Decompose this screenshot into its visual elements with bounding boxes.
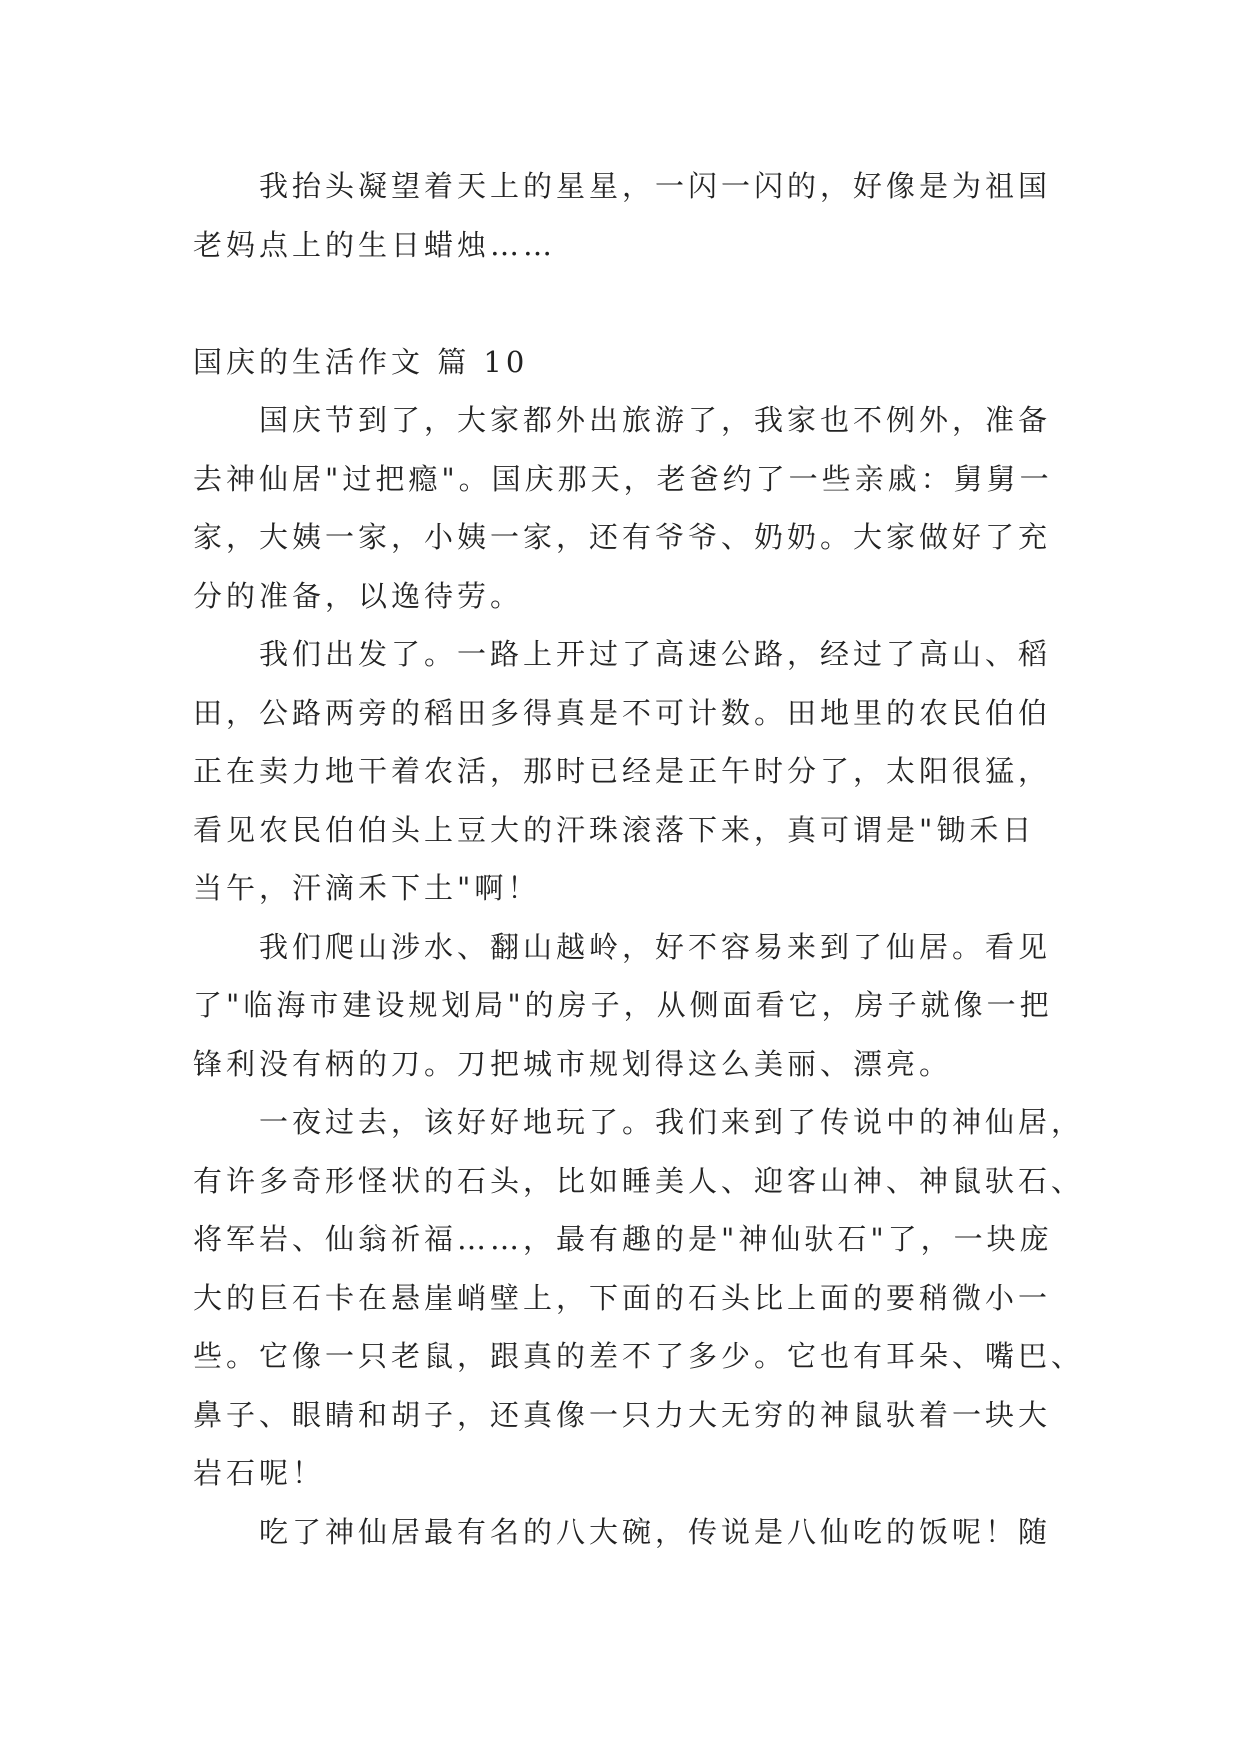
text-line: 当午，汗滴禾下土"啊！	[193, 871, 541, 905]
text-line: 鼻子、眼睛和胡子，还真像一只力大无穷的神鼠驮着一块大	[193, 1397, 1052, 1432]
text-line: 将军岩、仙翁祈福……，最有趣的是"神仙驮石"了，一块庞	[193, 1222, 1053, 1256]
text-line: 锋利没有柄的刀。刀把城市规划得这么美丽、漂亮。	[193, 1046, 953, 1081]
text-line: 看见农民伯伯头上豆大的汗珠滚落下来，真可谓是"锄禾日	[193, 812, 1036, 847]
paragraph-5	[193, 1503, 1153, 1562]
text-line: 家，大姨一家，小姨一家，还有爷爷、奶奶。大家做好了充	[193, 520, 1052, 554]
text-line: 些。它像一只老鼠，跟真的差不了多少。它也有耳朵、嘴巴、	[193, 1339, 1085, 1373]
paragraph-1	[193, 391, 1153, 625]
text-line: 我抬头凝望着天上的星星，一闪一闪的，好像是为祖国	[259, 169, 1052, 203]
text-line: 了"临海市建设规划局"的房子，从侧面看它，房子就像一把	[193, 988, 1053, 1022]
document-body	[193, 157, 1153, 1561]
intro-paragraph	[193, 157, 1153, 274]
text-line: 去神仙居"过把瘾"。国庆那天，老爸约了一些亲戚：舅舅一	[193, 461, 1053, 496]
text-line: 老妈点上的生日蜡烛……	[193, 227, 557, 262]
paragraph-3	[193, 918, 1153, 1094]
text-line: 一夜过去，该好好地玩了。我们来到了传说中的神仙居，	[259, 1105, 1085, 1139]
text-line: 我们出发了。一路上开过了高速公路，经过了高山、稻	[259, 637, 1052, 671]
text-line: 田，公路两旁的稻田多得真是不可计数。田地里的农民伯伯	[193, 695, 1052, 730]
text-line: 分的准备，以逸待劳。	[193, 578, 524, 613]
text-line: 有许多奇形怪状的石头，比如睡美人、迎客山神、神鼠驮石、	[193, 1163, 1085, 1198]
text-line: 我们爬山涉水、翻山越岭，好不容易来到了仙居。看见	[259, 929, 1052, 964]
text-line: 岩石呢！	[193, 1456, 326, 1490]
blank-line	[193, 274, 1153, 333]
paragraph-4	[193, 1093, 1153, 1503]
section-heading: 国庆的生活作文 篇 10	[193, 344, 529, 379]
text-line: 正在卖力地干着农活，那时已经是正午时分了，太阳很猛，	[193, 754, 1052, 788]
text-line: 国庆节到了，大家都外出旅游了，我家也不例外，准备	[259, 403, 1052, 437]
paragraph-2	[193, 625, 1153, 918]
text-line: 吃了神仙居最有名的八大碗，传说是八仙吃的饭呢！随	[259, 1514, 1052, 1549]
text-line: 大的巨石卡在悬崖峭壁上，下面的石头比上面的要稍微小一	[193, 1280, 1052, 1315]
